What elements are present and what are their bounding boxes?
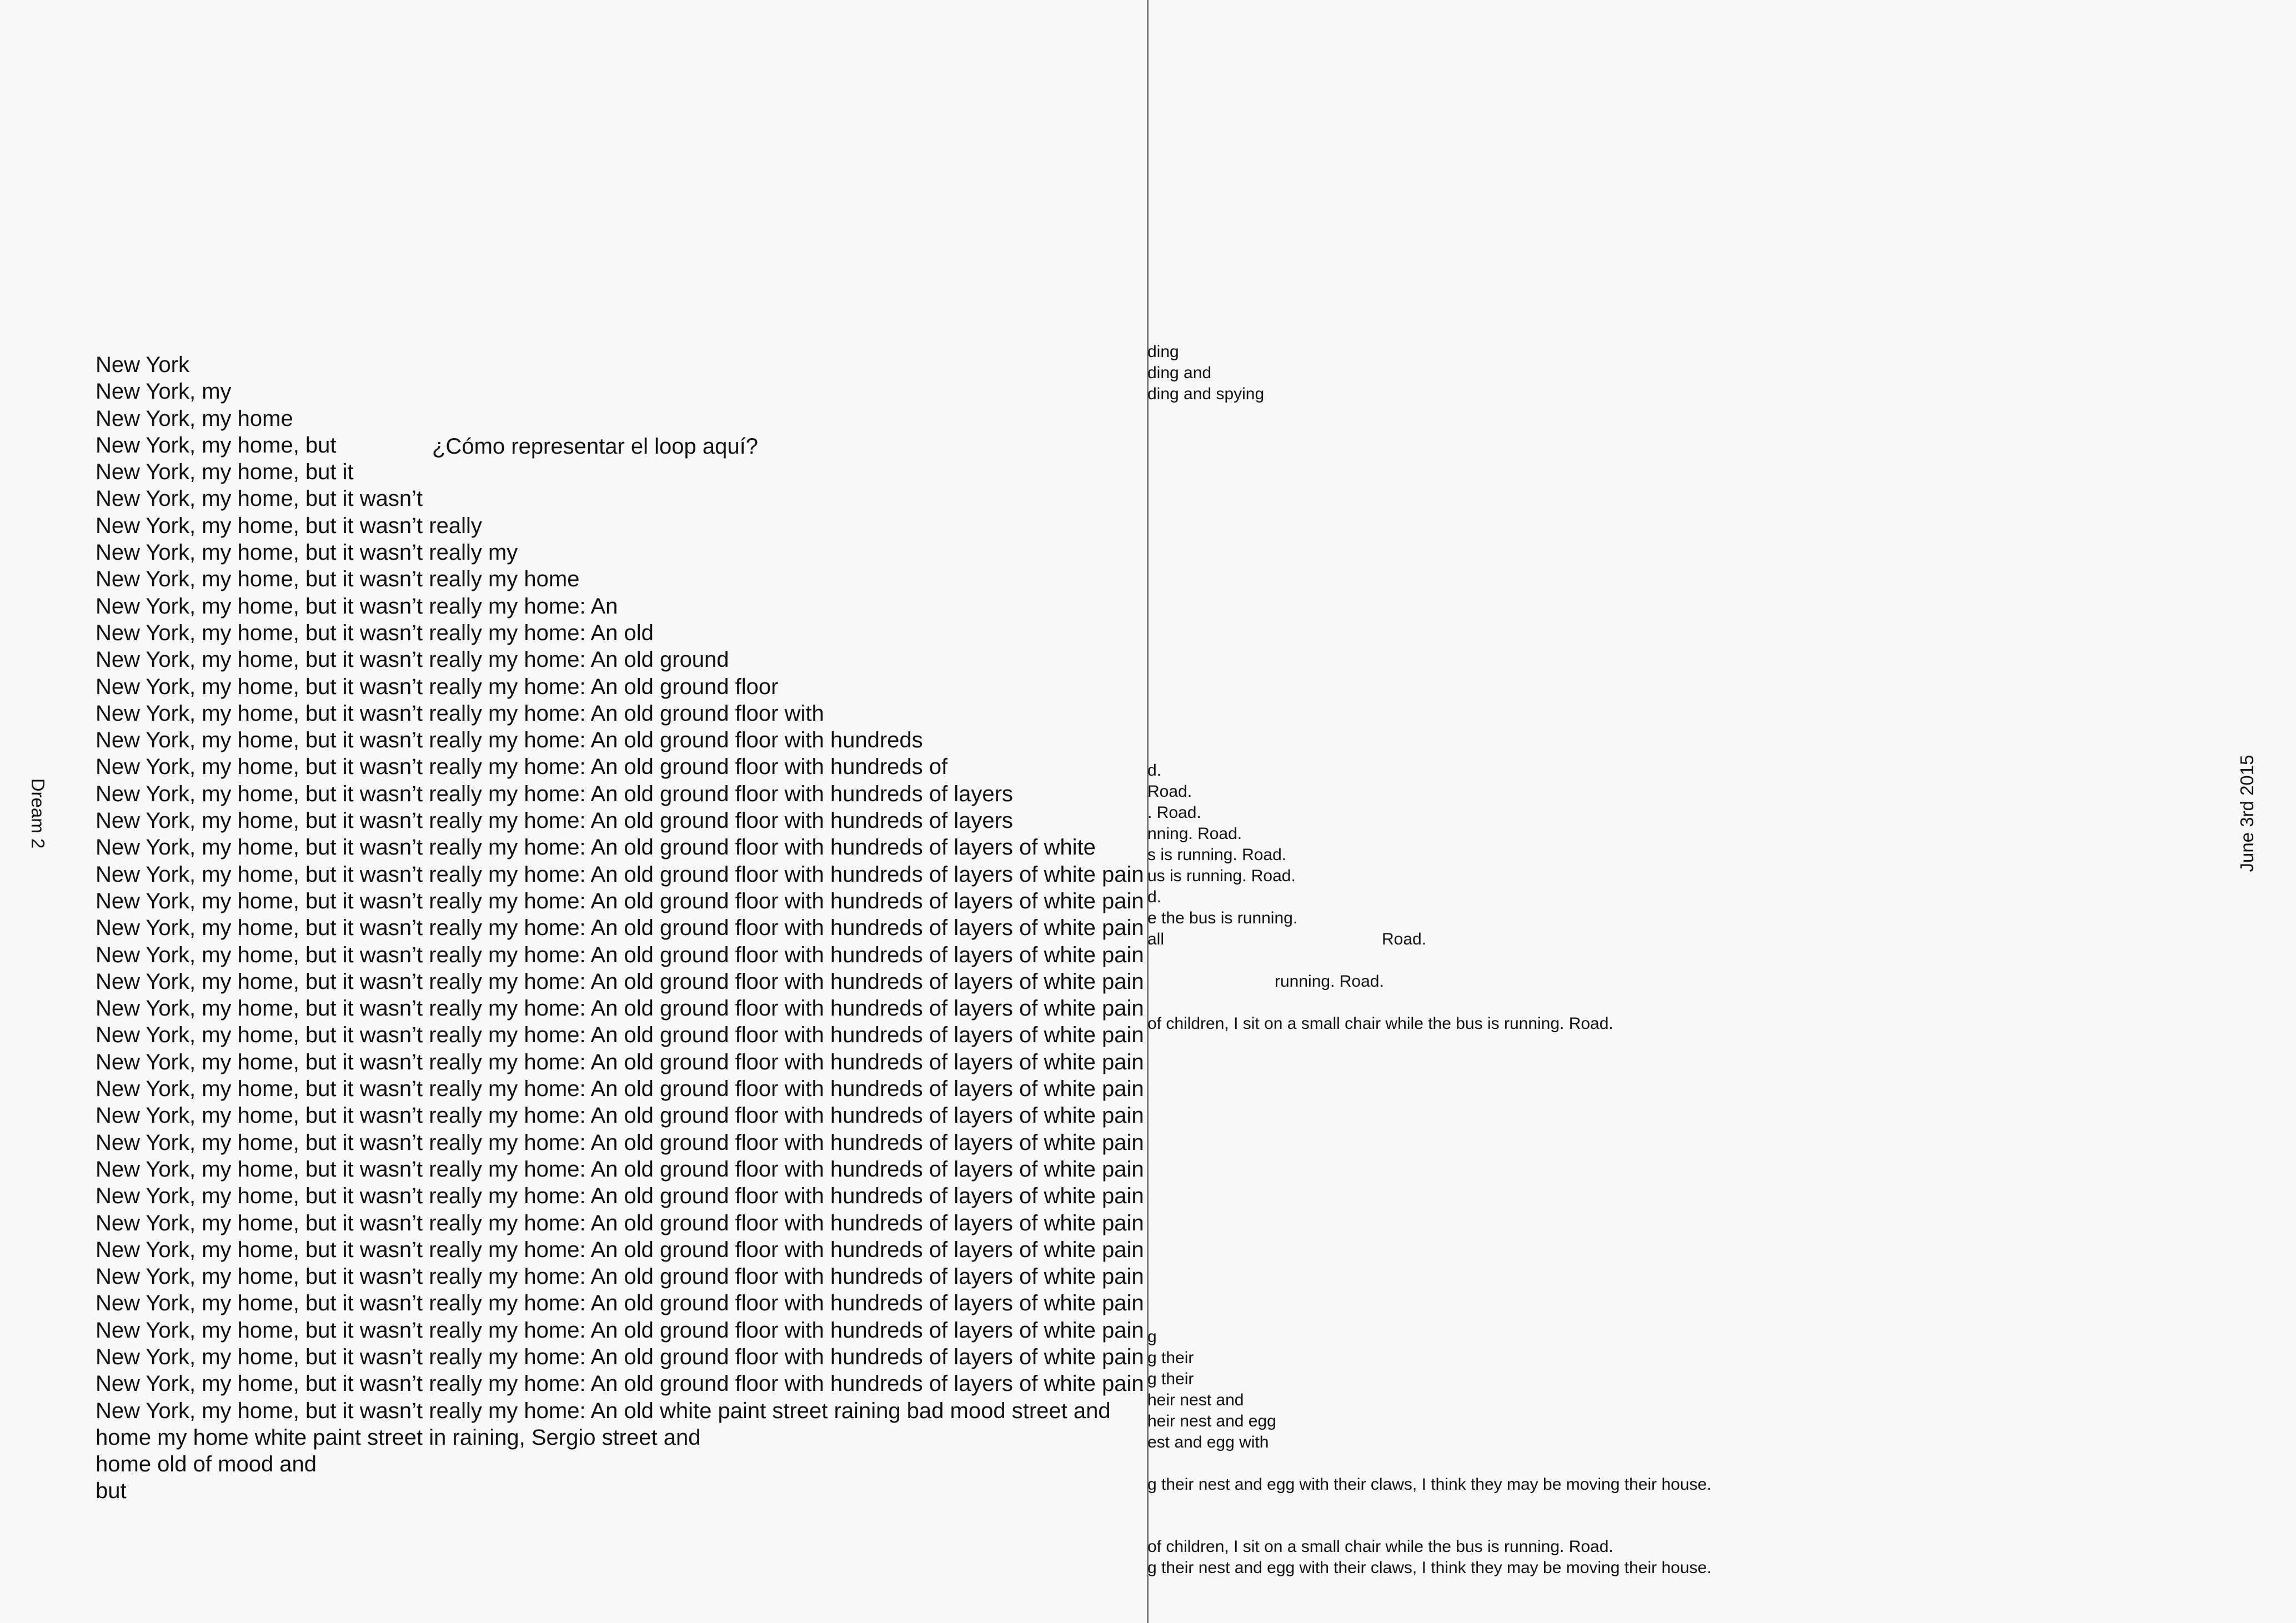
fragment: of children, I sit on a small chair while the bus is running. Road. (1147, 1537, 1613, 1556)
poem-line: New York, my home, but it wasn’t really my home: An old ground floor with hundreds of layers of white pain (96, 1318, 1144, 1343)
fragment: d. (1147, 888, 1162, 906)
poem-line: New York, my home, but it wasn’t really my home: An old ground floor with hundreds of layers of white pain (96, 1023, 1144, 1048)
poem-line: New York, my home, but it wasn’t really (96, 513, 482, 538)
poem-line: New York, my home, but it wasn’t really my home: An old ground floor (96, 674, 779, 699)
loop-annotation: ¿Cómo representar el loop aquí? (432, 434, 758, 459)
fragment: est and egg with (1147, 1433, 1269, 1451)
fragment: g their (1147, 1370, 1194, 1388)
poem-line: New York, my home, but it wasn’t really my home: An old ground floor with hundreds of layers (96, 781, 1013, 806)
fragment: g their nest and egg with their claws, I think they may be moving their house. (1147, 1475, 1712, 1494)
fragment: of children, I sit on a small chair while the bus is running. Road. (1147, 1014, 1613, 1033)
date-label: June 3rd 2015 (2237, 755, 2257, 872)
fragment: running. Road. (1275, 972, 1384, 991)
fragment: . Road. (1147, 803, 1201, 822)
fragment: d. (1147, 761, 1162, 780)
fragment: us is running. Road. (1147, 867, 1296, 885)
poem-line: New York, my home, but it wasn’t (96, 486, 423, 511)
fragment: g (1147, 1328, 1157, 1346)
poem-line: New York, my home, but it wasn’t really my home: An old ground (96, 647, 729, 672)
fragment: ding and spying (1147, 385, 1265, 403)
poem-line: New York, my home, but it wasn’t really my home: An old ground floor with hundreds of layers of white pain (96, 1130, 1144, 1155)
fragment: g their (1147, 1349, 1194, 1367)
fragment: heir nest and egg (1147, 1412, 1276, 1430)
poem-line: New York, my home, but it wasn’t really my home (96, 567, 580, 592)
poem-line: New York, my home, but it wasn’t really my home: An old ground floor with hundreds of layers of white pain (96, 1210, 1144, 1235)
dream-label: Dream 2 (28, 778, 48, 849)
poem-line: New York, my home, but it wasn’t really my home: An old (96, 620, 654, 645)
poem-line: New York, my home, but it wasn’t really my home: An old ground floor with hundreds of layers of white pain (96, 1157, 1144, 1182)
poem-line: New York, my home, but it wasn’t really my home: An old ground floor with hundreds of layers of white pain (96, 1184, 1144, 1209)
poem-line: New York, my home, but it wasn’t really my home: An old ground floor with hundreds of layers of white pain (96, 1291, 1144, 1316)
poem-line: New York, my home, but it wasn’t really my (96, 540, 518, 565)
fragment: Road. (1382, 930, 1427, 948)
poem-line: New York, my home, but it wasn’t really my home: An old ground floor with hundreds of layers of white pain (96, 1077, 1144, 1102)
fragment: all (1147, 930, 1165, 948)
fragment: heir nest and (1147, 1391, 1244, 1409)
poem-line: New York, my home, but it wasn’t really my home: An old ground floor with hundreds of layers of white pain (96, 1344, 1144, 1369)
poem-line: home my home white paint street in raining, Sergio street and (96, 1425, 701, 1450)
poem-line: New York, my home, but it wasn’t really my home: An old ground floor with hundreds of layers (96, 808, 1013, 833)
poem-line: but (96, 1479, 127, 1504)
poem-line: New York, my home, but it wasn’t really my home: An old ground floor with hundreds of layers of white pain (96, 996, 1144, 1021)
poem-line: New York, my home, but it wasn’t really my home: An old ground floor with hundreds of (96, 755, 948, 780)
poem-line: New York, my home, but (96, 433, 337, 458)
poem-line: New York, my home, but it wasn’t really my home: An old ground floor with hundreds of layers of white pain (96, 916, 1144, 941)
poem-line: New York, my home, but it (96, 460, 354, 485)
fragment: ding and (1147, 364, 1212, 382)
poem-line: New York, my home, but it wasn’t really my home: An old ground floor with hundreds of layers of white pain (96, 1371, 1144, 1396)
fragment: s is running. Road. (1147, 846, 1287, 864)
poem-line: New York, my home, but it wasn’t really my home: An old ground floor with hundreds of layers of white pain (96, 969, 1144, 994)
poem-line: New York (96, 353, 189, 377)
poem-line: New York, my home, but it wasn’t really my home: An old ground floor with hundreds of layers of white pain (96, 1049, 1144, 1074)
poem-line: home old of mood and (96, 1452, 317, 1477)
poem-line: New York, my home, but it wasn’t really my home: An old ground floor with hundreds (96, 728, 923, 753)
fragment: g their nest and egg with their claws, I think they may be moving their house. (1147, 1559, 1712, 1577)
poem-line: New York, my home, but it wasn’t really my home: An old white paint street raining bad mood street and (96, 1398, 1111, 1423)
poem-line: New York, my home, but it wasn’t really my home: An old ground floor with hundreds of layers of white pain (96, 888, 1144, 913)
poem-lines (96, 351, 1144, 1505)
poem-line: New York, my home, but it wasn’t really my home: An (96, 594, 618, 619)
poem-line: New York, my home, but it wasn’t really my home: An old ground floor with (96, 701, 824, 726)
left-page (0, 0, 1147, 1623)
fragment: ding (1147, 343, 1179, 361)
poem-line: New York, my home, but it wasn’t really my home: An old ground floor with hundreds of layers of white (96, 835, 1096, 860)
poem-line: New York, my home, but it wasn’t really my home: An old ground floor with hundreds of layers of white pain (96, 1103, 1144, 1128)
poem-line: New York, my home, but it wasn’t really my home: An old ground floor with hundreds of layers of white pain (96, 1237, 1144, 1262)
right-page (1147, 0, 2296, 1623)
fragment: Road. (1147, 782, 1192, 801)
poem-line: New York, my home, but it wasn’t really my home: An old ground floor with hundreds of layers of white pain (96, 862, 1144, 887)
fragment: nning. Road. (1147, 825, 1242, 843)
poem-line: New York, my home, but it wasn’t really my home: An old ground floor with hundreds of layers of white pain (96, 942, 1144, 967)
poem-line: New York, my home, but it wasn’t really my home: An old ground floor with hundreds of layers of white pain (96, 1264, 1144, 1289)
fragment: e the bus is running. (1147, 909, 1298, 927)
poem-line: New York, my home (96, 406, 293, 431)
poem-line: New York, my (96, 379, 232, 404)
